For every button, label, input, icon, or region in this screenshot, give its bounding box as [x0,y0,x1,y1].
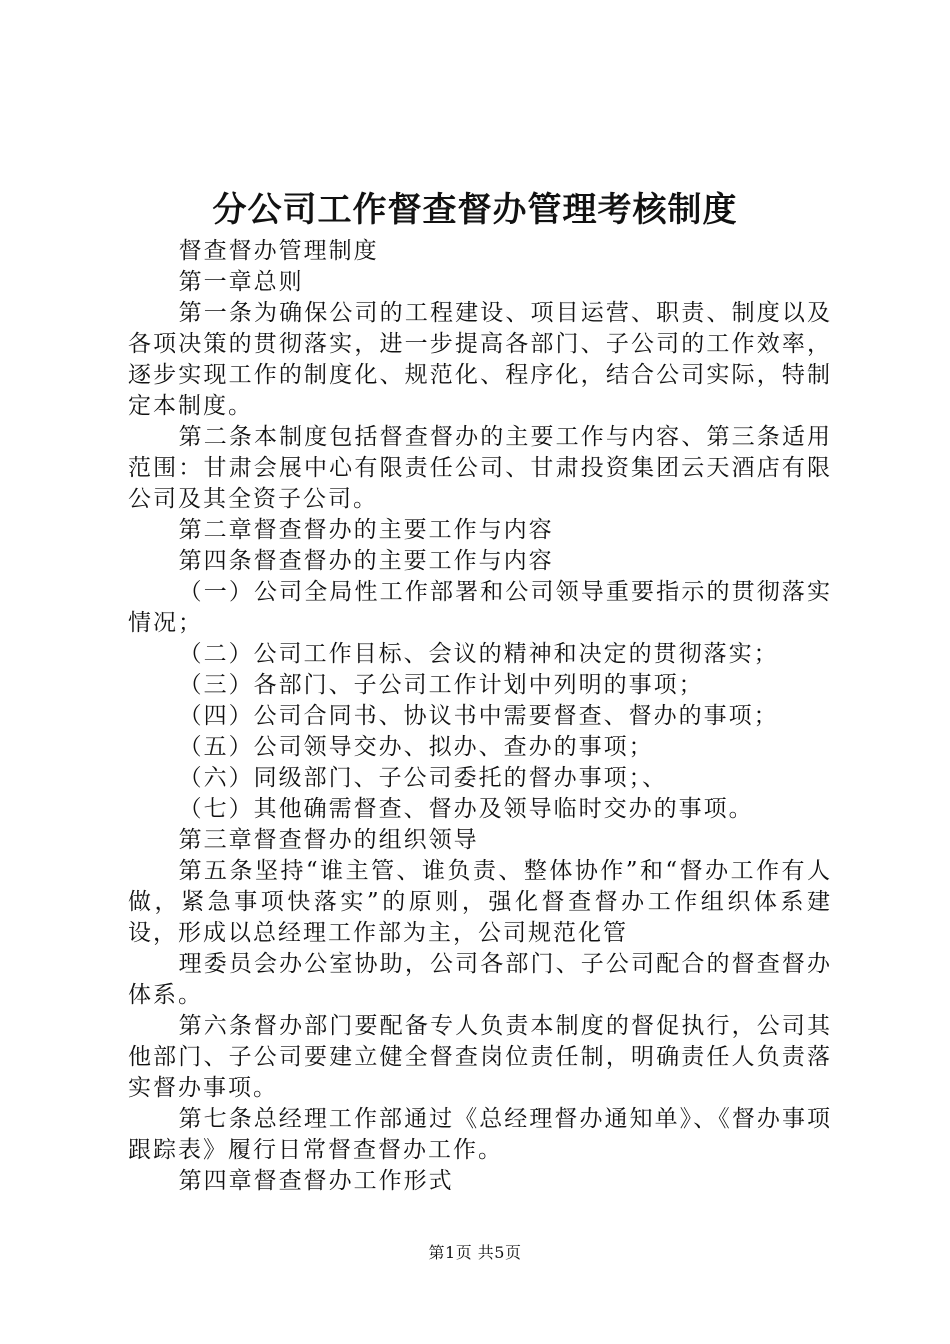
paragraph-11: （五）公司领导交办、拟办、查办的事项； [178,734,654,760]
document-body [128,236,832,1197]
paragraph-9: （三）各部门、子公司工作计划中列明的事项； [178,672,704,698]
paragraph-18: 第七条总经理工作部通过《总经理督办通知单》、《督办事项跟踪表》履行日常督查督办工作。 [128,1106,832,1163]
paragraph-4: 第二条本制度包括督查督办的主要工作与内容、第三条适用范围：甘肃会展中心有限责任公司、甘肃投资集团云天酒店有限公司及其全资子公司。 [128,424,832,512]
paragraph-17: 第六条督办部门要配备专人负责本制度的督促执行，公司其他部门、子公司要建立健全督查岗位责任制，明确责任人负责落实督办事项。 [128,1013,832,1101]
paragraph-12: （六）同级部门、子公司委托的督办事项；、 [178,765,668,791]
document-title: 分公司工作督查督办管理考核制度 [212,190,738,230]
paragraph-1: 督查督办管理制度 [178,238,379,264]
paragraph-2: 第一章总则 [178,269,304,295]
paragraph-3: 第一条为确保公司的工程建设、项目运营、职责、制度以及各项决策的贯彻落实，进一步提高各部门、子公司的工作效率，逐步实现工作的制度化、规范化、程序化，结合公司实际，特制定本制度。 [128,300,832,419]
paragraph-5: 第二章督查督办的主要工作与内容 [178,517,554,543]
paragraph-7: （一）公司全局性工作部署和公司领导重要指示的贯彻落实情况； [128,579,832,636]
paragraph-10: （四）公司合同书、协议书中需要督查、督办的事项； [178,703,779,729]
paragraph-14: 第三章督查督办的组织领导 [178,827,479,853]
paragraph-13: （七）其他确需督查、督办及领导临时交办的事项。 [178,796,754,822]
paragraph-19: 第四章督查督办工作形式 [178,1168,454,1194]
paragraph-6: 第四条督查督办的主要工作与内容 [178,548,554,574]
paragraph-8: （二）公司工作目标、会议的精神和决定的贯彻落实； [178,641,779,667]
paragraph-16: 理委员会办公室协助，公司各部门、子公司配合的督查督办体系。 [128,951,832,1008]
paragraph-15: 第五条坚持“谁主管、谁负责、整体协作”和“督办工作有人做，紧急事项快落实”的原则，强化督查督办工作组织体系建设，形成以总经理工作部为主，公司规范化管 [128,858,832,946]
page-number-footer: 第1页 共5页 [428,1243,522,1262]
